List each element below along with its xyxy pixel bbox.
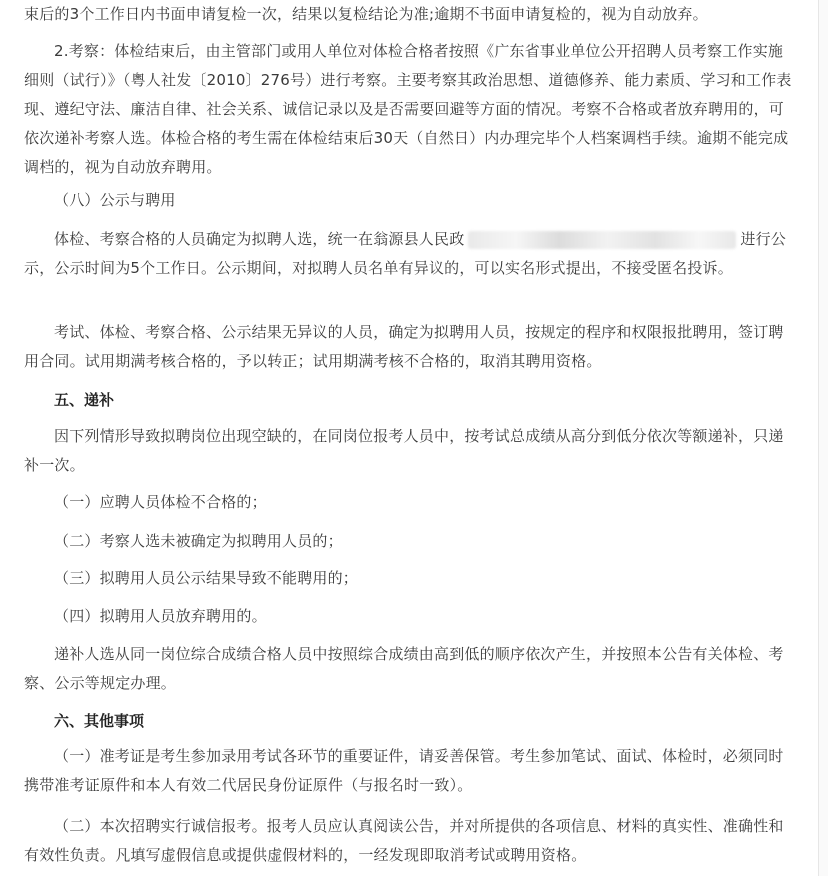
paragraph-publicity <box>24 225 796 283</box>
paragraph-recheck: 束后的3个工作日内书面申请复检一次，结果以复检结论为准;逾期不书面申请复检的，视为自动放弃。 <box>24 5 708 23</box>
paragraph-inspection: 2.考察：体检结束后，由主管部门或用人单位对体检合格者按照《广东省事业单位公开招聘人员考察工作实施细则（试行）》（粤人社发〔2010〕276号）进行考察。主要考察其政治思想、道德修养、能力素质、学习和工作表现、遵纪守法、廉洁自律、社会关系、诚信记录以及是否需要回避等方面的情况。考察不合格或者放弃聘用的，可依次递补考察人选。体检合格的考生需在体检结束后30天（自然日）内办理完毕个人档案调档手续。逾期不能完成调档的，视为自动放弃聘用。 <box>24 42 792 176</box>
paragraph-publicity-text-start: 体检、考察合格的人员确定为拟聘人选，统一在翁源县人民政 <box>54 230 465 248</box>
paragraph-replacement-intro: 因下列情形导致拟聘岗位出现空缺的，在同岗位报考人员中，按考试总成绩从高分到低分依次等额递补，只递补一次。 <box>24 427 784 474</box>
page-edge <box>819 0 828 876</box>
paragraph-publicity-text-end: 进行公示，公示时间为5个工作日。公示期间，对拟聘人员名单有异议的，可以实名形式提出，不接受匿名投诉。 <box>24 230 787 277</box>
redacted-blur <box>468 231 736 249</box>
list-item-1: （一）应聘人员体检不合格的； <box>54 493 267 511</box>
section-heading-replacement: 五、递补 <box>54 391 115 409</box>
paragraph-hiring: 考试、体检、考察合格、公示结果无异议的人员，确定为拟聘用人员，按规定的程序和权限报批聘用，签订聘用合同。试用期满考核合格的，予以转正；试用期满考核不合格的，取消其聘用资格。 <box>24 323 784 370</box>
paragraph-replacement-rule: 递补人选从同一岗位综合成绩合格人员中按照综合成绩由高到低的顺序依次产生，并按照本公告有关体检、考察、公示等规定办理。 <box>24 645 784 692</box>
list-item-3: （三）拟聘用人员公示结果导致不能聘用的； <box>54 569 359 587</box>
paragraph-publicity-heading: （八）公示与聘用 <box>54 191 176 209</box>
list-item-2: （二）考察人选未被确定为拟聘用人员的； <box>54 532 343 550</box>
section-heading-other: 六、其他事项 <box>54 712 145 730</box>
paragraph-admission-ticket: （一）准考证是考生参加录用考试各环节的重要证件，请妥善保管。考生参加笔试、面试、体检时，必须同时携带准考证原件和本人有效二代居民身份证原件（与报名时一致）。 <box>24 747 784 794</box>
list-item-4: （四）拟聘用人员放弃聘用的。 <box>54 607 267 625</box>
paragraph-integrity: （二）本次招聘实行诚信报考。报考人员应认真阅读公告，并对所提供的各项信息、材料的真实性、准确性和有效性负责。凡填写虚假信息或提供虚假材料的，一经发现即取消考试或聘用资格。 <box>24 817 784 864</box>
